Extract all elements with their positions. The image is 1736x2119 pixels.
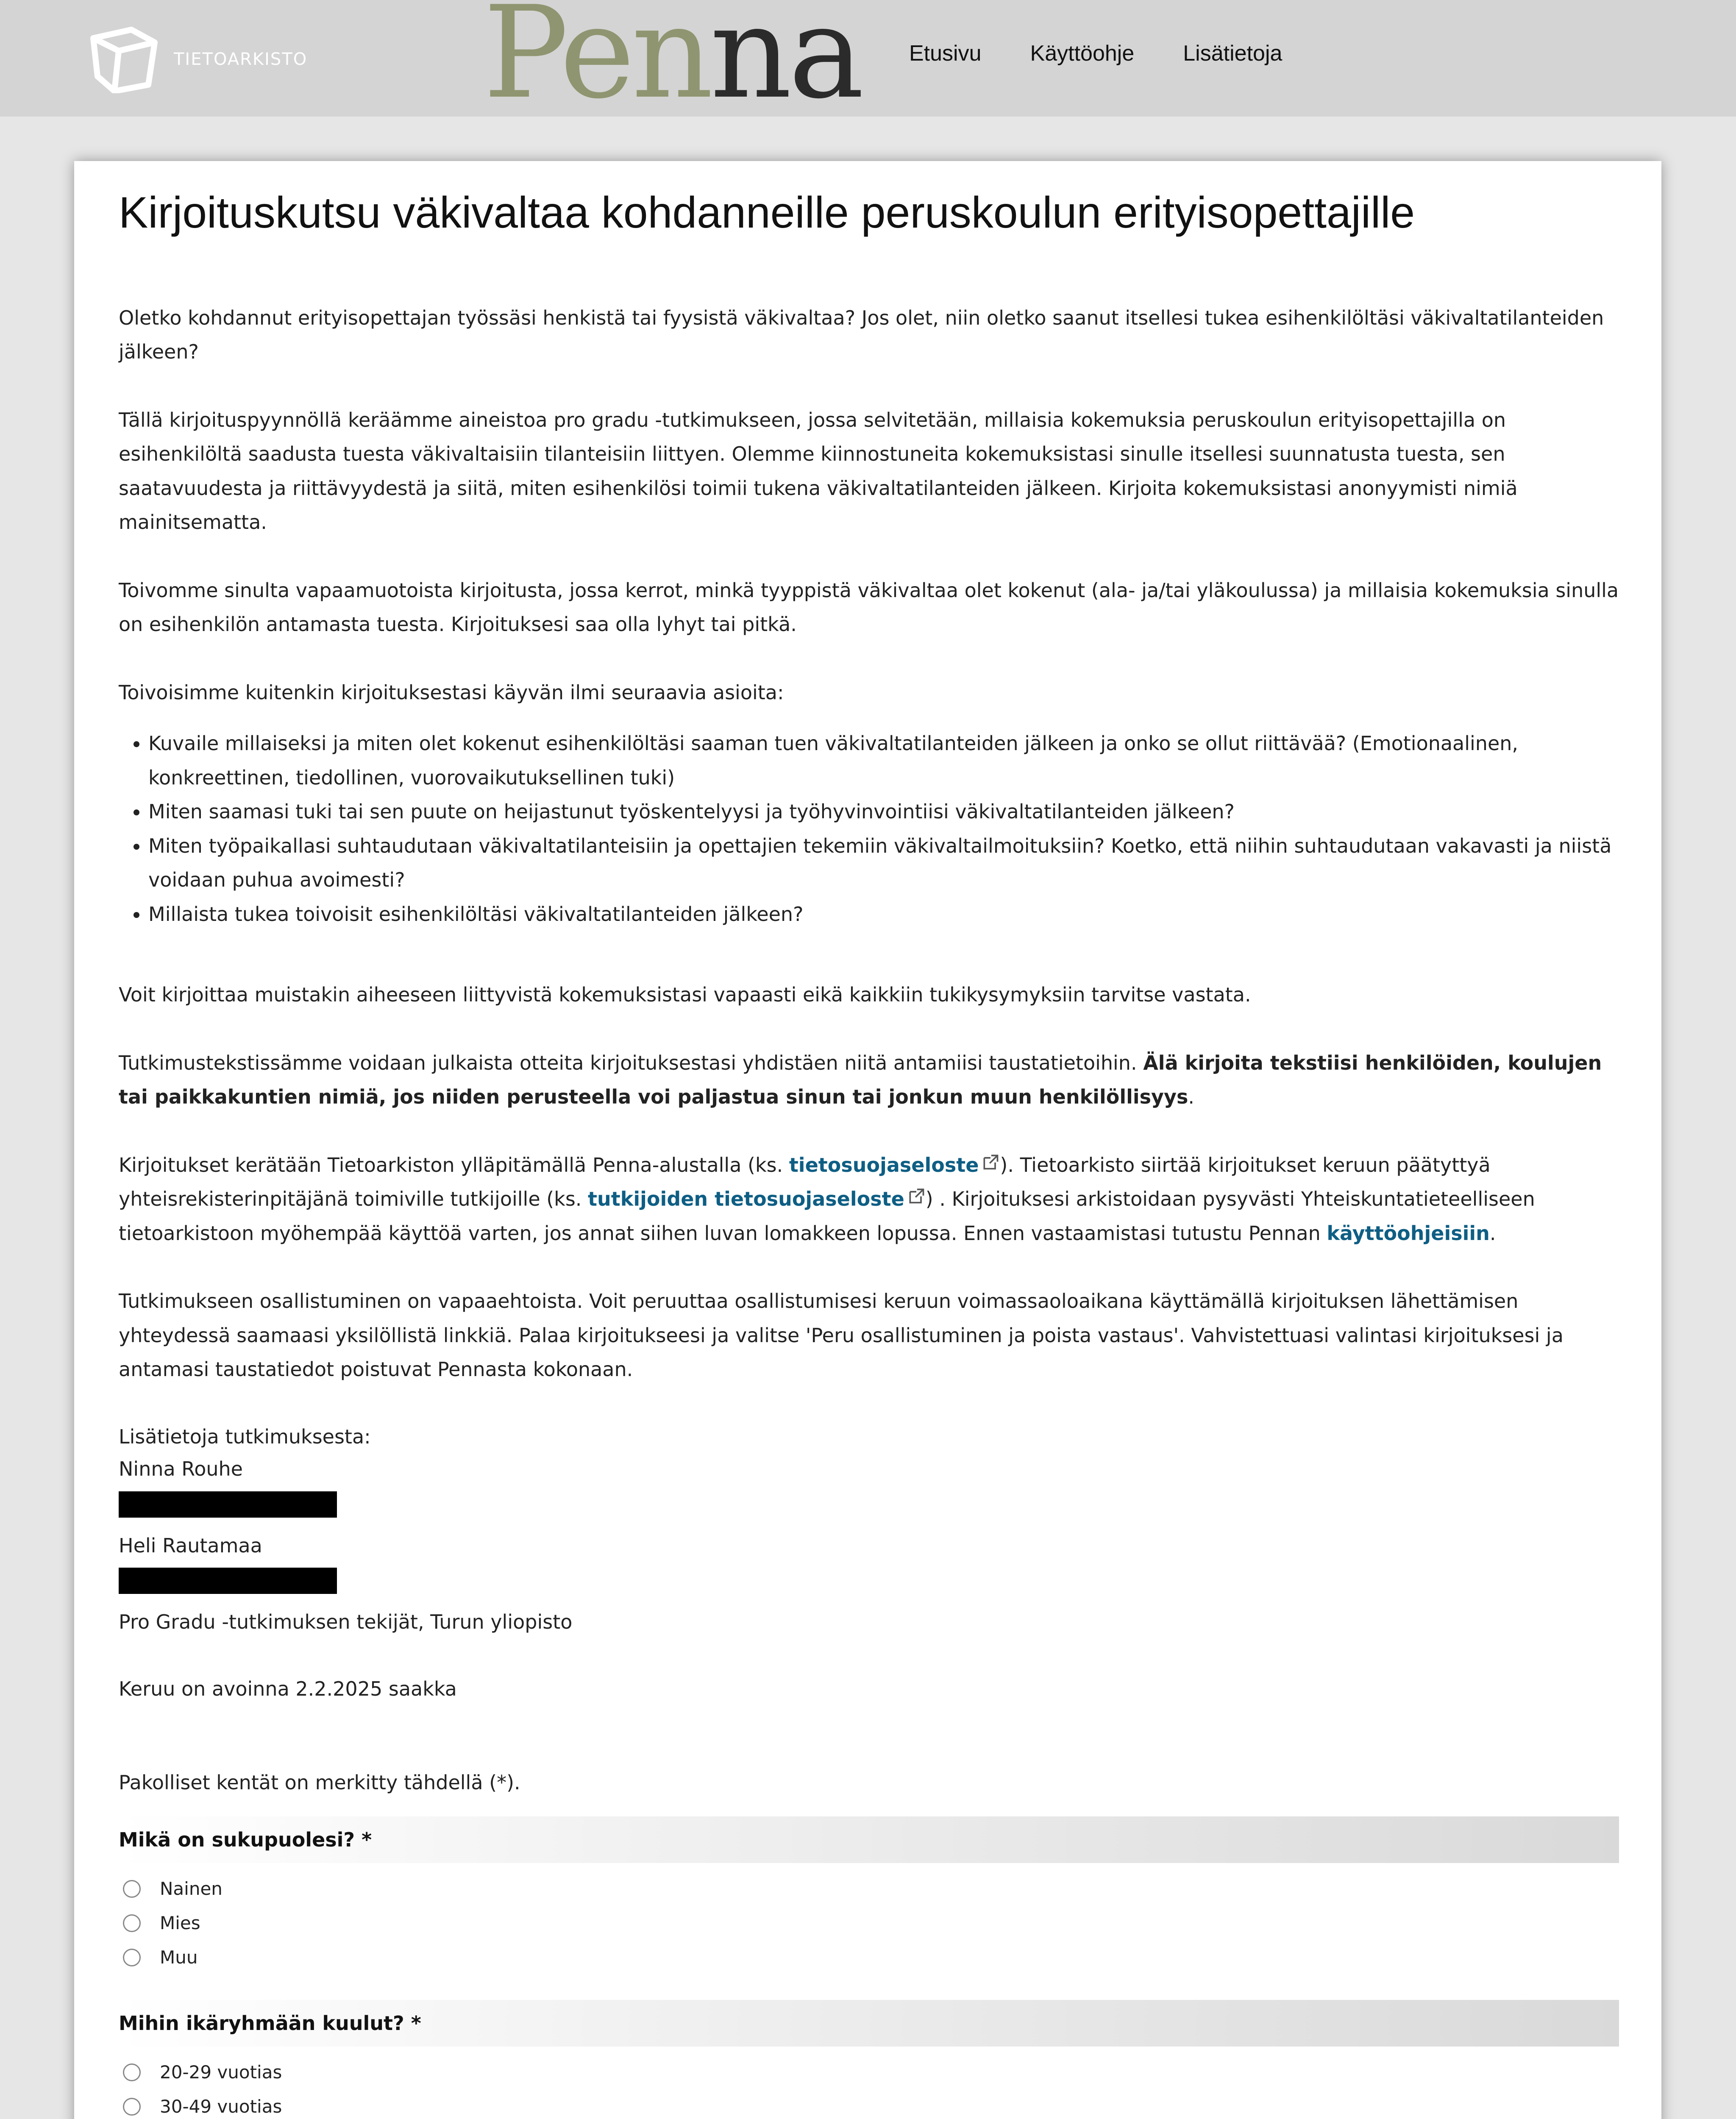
collection-paragraph [119,1148,1619,1251]
researcher-privacy-notice-link[interactable] [588,1187,926,1210]
user-guide-link[interactable]: käyttöohjeisiin [1327,1221,1490,1245]
collection-text-4: . [1489,1221,1496,1245]
option-muu[interactable] [119,1940,1619,1974]
option-label: Mies [160,1912,200,1933]
bullet-item: • Miten saamasi tuki tai sen puute on heijastunut työskentelyysi ja työhyvinvointiisi väkivaltatilanteiden jälkeen? [148,795,1619,829]
penna-logo-pen: Pen [483,0,710,127]
researcher-privacy-link-text: tutkijoiden tietosuojaseloste [588,1187,904,1211]
free-writing-paragraph: Voit kirjoittaa muistakin aiheeseen liittyvistä kokemuksistasi vapaasti eikä kaikkiin tukikysymyksiin tarvitse vastata. [119,983,1251,1007]
redacted-email-1 [119,1491,337,1518]
question-gender [119,1816,1619,1974]
radio-button[interactable] [123,1880,141,1898]
question-age-label: Mihin ikäryhmään kuulut? * [119,2000,1619,2047]
option-label: 30-49 vuotias [160,2096,282,2117]
external-link-icon [981,1153,1000,1172]
bullet-item: • Millaista tukea toivoisit esihenkilöltäsi väkivaltatilanteiden jälkeen? [148,897,1619,932]
nav-kayttoohje[interactable]: Käyttöohje [1030,41,1135,66]
option-30-49[interactable] [119,2089,1619,2119]
tietoarkisto-logo[interactable] [85,25,307,93]
nav-lisatietoja[interactable]: Lisätietoja [1183,41,1283,66]
contact-name-1: Ninna Rouhe [119,1457,243,1481]
option-20-29[interactable] [119,2055,1619,2089]
tietoarkisto-logo-text: TIETOARKISTO [174,50,308,69]
option-mies[interactable] [119,1906,1619,1940]
option-label: 20-29 vuotias [160,2061,282,2083]
contact-info [119,1421,1619,1638]
contact-heading: Lisätietoja tutkimuksesta: [119,1425,371,1448]
bullet-item: • Kuvaile millaiseksi ja miten olet kokenut esihenkilöltäsi saaman tuen väkivaltatilanteiden jälkeen ja onko se ollut riittävää? (Emotionaalinen, konkreettinen, tiedollinen, vuorovaikutuksellinen tuki) [148,726,1619,795]
radio-button[interactable] [123,1914,141,1932]
bullet-item: • Miten työpaikallasi suhtaudutaan väkivaltatilanteisiin ja opettajien tekemiin väkivaltailmoituksiin? Koetko, että niihin suhtaudutaan vakavasti ja niistä voidaan puhua avoimesti? [148,829,1619,897]
option-label: Nainen [160,1878,223,1899]
main-nav [909,42,1282,64]
external-link-icon [907,1187,926,1206]
intro-paragraph-4: Toivoisimme kuitenkin kirjoituksestasi käyvän ilmi seuraavia asioita: [119,681,784,704]
radio-button[interactable] [123,1949,141,1966]
open-until-text: Keruu on avoinna 2.2.2025 saakka [119,1677,457,1701]
collection-text-2: ). Tietoarkisto siirtää kirjoitukset keruun päätyttyä yhteisrekisterinpitäjänä toimiville tutkijoille (ks. [119,1153,1491,1211]
anonymity-warning: Älä kirjoita tekstiisi henkilöiden, koulujen tai paikkakuntien nimiä, jos niiden perusteella voi paljastua sinun tai jonkun muun henkilöllisyys [119,1051,1602,1109]
intro-paragraph-2: Tällä kirjoituspyynnöllä keräämme aineistoa pro gradu -tutkimukseen, jossa selvitetään, millaisia kokemuksia peruskoulun erityisopettajilla on esihenkilöltä saadusta tuesta väkivaltaisiin tilanteisiin liittyen. Olemme kiinnostuneita kokemuksistasi sinulle itsellesi suunnatusta tuesta, sen saatavuudesta ja riittävyydestä ja siitä, miten esihenkilösi toimii tukena väkivaltatilanteiden jälkeen. Kirjoita kokemuksistasi anonyymisti nimiä mainitsematta. [119,408,1518,534]
option-nainen[interactable] [119,1872,1619,1906]
publication-text: Tutkimustekstissämme voidaan julkaista otteita kirjoituksestasi yhdistäen niitä antamiisi taustatietoihin. [119,1051,1143,1074]
collection-text-1: Kirjoitukset kerätään Tietoarkiston ylläpitämällä Penna-alustalla (ks. [119,1153,789,1176]
intro-paragraph-1: Oletko kohdannut erityisopettajan työssäsi henkistä tai fyysistä väkivaltaa? Jos olet, niin oletko saanut itsellesi tukea esihenkilöltäsi väkivaltatilanteiden jälkeen? [119,306,1604,364]
publication-end: . [1188,1085,1194,1109]
contact-role: Pro Gradu -tutkimuksen tekijät, Turun yliopisto [119,1610,573,1633]
penna-logo-na: na [710,0,861,127]
page-title: Kirjoituskutsu väkivaltaa kohdanneille peruskoulun erityisopettajille [119,188,1415,237]
contact-name-2: Heli Rautamaa [119,1534,262,1557]
question-age [119,2000,1619,2119]
intro-paragraph-3: Toivomme sinulta vapaamuotoista kirjoitusta, jossa kerrot, minkä tyyppistä väkivaltaa olet kokenut (ala- ja/tai yläkoulussa) ja millaisia kokemuksia sinulla on esihenkilön antamasta tuesta. Kirjoituksesi saa olla lyhyt tai pitkä. [119,578,1619,636]
voluntary-paragraph: Tutkimukseen osallistuminen on vapaaehtoista. Voit peruuttaa osallistumisesi keruun voimassaoloaikana käyttämällä kirjoituksen lähettämisen yhteydessä saamaasi yksilöllistä linkkiä. Palaa kirjoitukseesi ja valitse 'Peru osallistuminen ja poista vastaus'. Vahvistettuasi valintasi kirjoituksesi ja antamasi taustatiedot poistuvat Pennasta kokonaan. [119,1290,1564,1381]
radio-button[interactable] [123,2063,141,2081]
privacy-notice-link[interactable] [789,1154,1000,1176]
site-header [0,0,1736,127]
survey-content [119,186,1619,2119]
privacy-notice-link-text: tietosuojaseloste [789,1153,979,1176]
penna-logo[interactable] [483,0,861,127]
redacted-email-2 [119,1568,337,1594]
tietoarkisto-cube-icon [85,25,161,93]
question-bullet-list [148,726,1619,931]
question-gender-label: Mikä on sukupuolesi? * [119,1816,1619,1863]
collection-text-3: ) . Kirjoituksesi arkistoidaan pysyvästi Yhteiskuntatieteelliseen tietoarkistoon myöhempää käyttöä varten, jos annat siihen luvan lomakkeen lopussa. Ennen vastaamistasi tutustu Pennan [119,1187,1535,1245]
option-label: Muu [160,1947,198,1968]
nav-etusivu[interactable]: Etusivu [909,41,982,66]
radio-button[interactable] [123,2098,141,2116]
publication-paragraph [119,1046,1619,1114]
required-fields-note: Pakolliset kentät on merkitty tähdellä (*). [119,1771,520,1794]
